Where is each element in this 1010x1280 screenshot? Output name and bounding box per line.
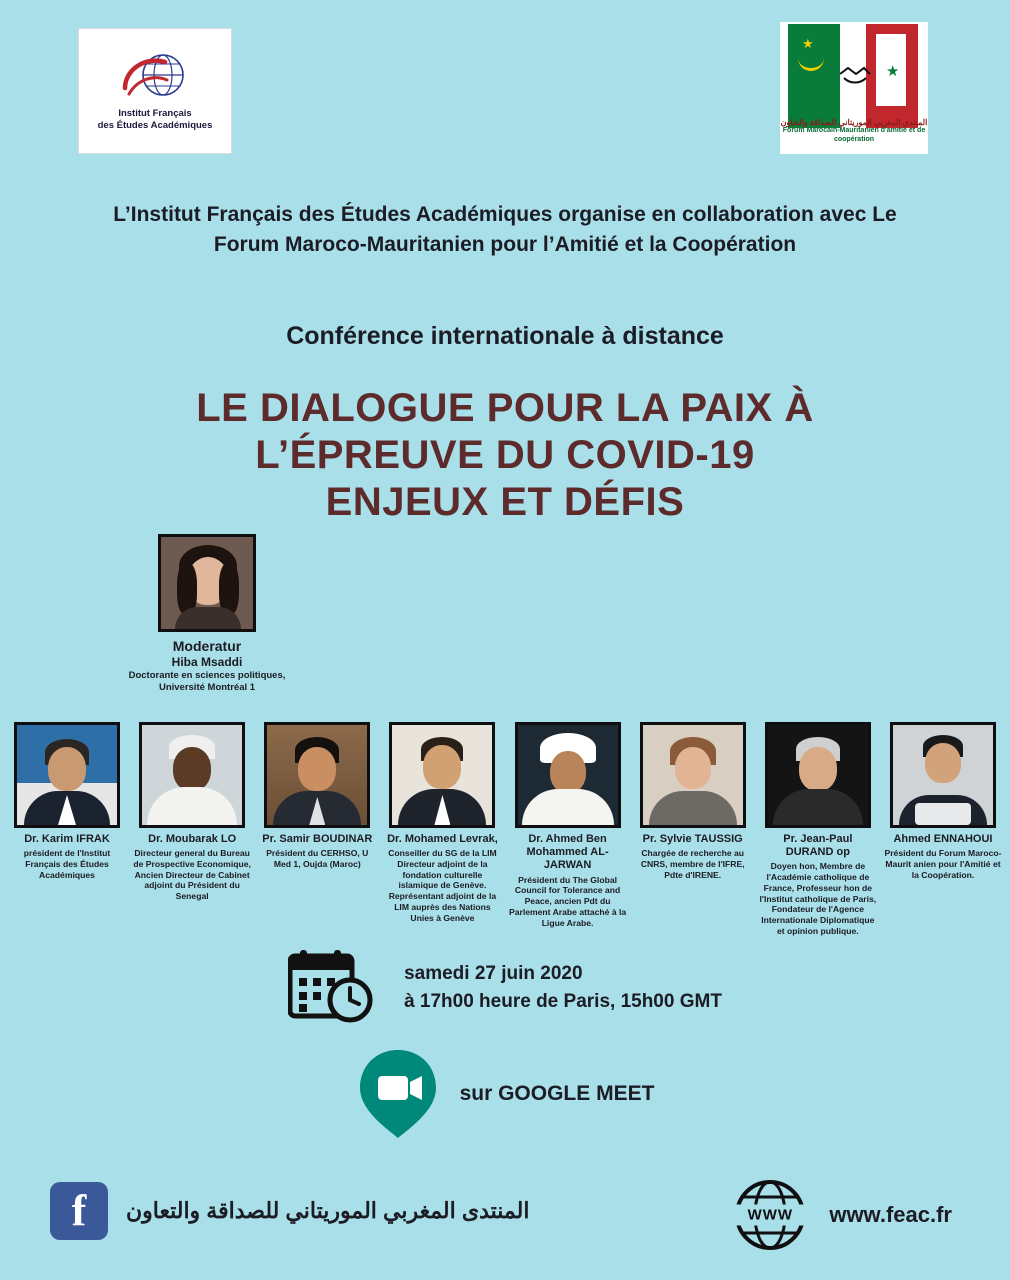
speaker-desc: Président du CERHSO, U Med 1, Oujda (Maroc) bbox=[266, 848, 369, 869]
platform-block bbox=[0, 1048, 1010, 1140]
speaker-photo bbox=[264, 722, 370, 828]
google-meet-icon bbox=[356, 1048, 440, 1140]
speaker-desc: Doyen hon, Membre de l'Académie catholique de France, Professeur hon de l'Institut catholique de Paris, Fondateur de l'Agence Internationale Diplomatique et opinion publique. bbox=[759, 861, 877, 936]
title-line-2: L’ÉPREUVE DU COVID-19 bbox=[255, 433, 755, 478]
speaker-name: Pr. Samir BOUDINAR bbox=[262, 833, 373, 845]
speaker-card bbox=[509, 722, 627, 928]
facebook-page-name: المنتدى المغربي الموريتاني للصداقة والتعاون bbox=[126, 1198, 530, 1223]
speaker-card bbox=[759, 722, 877, 937]
event-datetime bbox=[404, 960, 722, 1017]
speaker-photo bbox=[640, 722, 746, 828]
speaker-name: Ahmed ENNAHOUI bbox=[893, 833, 993, 845]
mauritania-flag-icon: ★ bbox=[788, 24, 840, 128]
speaker-desc: Directeur general du Bureau de Prospective Economique, Ancien Directeur de Cabinet adjoint du Président du Senegal bbox=[133, 848, 251, 902]
globe-icon bbox=[119, 50, 191, 104]
speaker-name: Pr. Sylvie TAUSSIG bbox=[642, 833, 743, 845]
speaker-name: Pr. Jean-Paul DURAND op bbox=[783, 833, 853, 859]
speakers-row bbox=[8, 722, 1002, 937]
speaker-card bbox=[383, 722, 501, 923]
speaker-photo bbox=[515, 722, 621, 828]
speaker-card bbox=[8, 722, 126, 880]
subtitle: Conférence internationale à distance bbox=[286, 322, 724, 350]
title-line-1: LE DIALOGUE POUR LA PAIX À bbox=[196, 386, 814, 430]
forum-maroco-mauritanien-logo bbox=[780, 22, 928, 154]
morocco-flag-icon: ★ bbox=[866, 24, 918, 128]
forum-logo-caption bbox=[780, 118, 928, 144]
platform-label: sur GOOGLE MEET bbox=[459, 1082, 655, 1105]
website-block[interactable] bbox=[733, 1178, 952, 1252]
forum-logo-caption-fr: Forum Marocain-Mauritanien d'amitié et de coopération bbox=[782, 127, 926, 143]
moderator-name: Hiba Msaddi bbox=[171, 655, 243, 669]
handshake-icon bbox=[836, 48, 874, 98]
forum-logo-caption-ar: المنتدى المغربي الموريتاني للصداقة والتعاون bbox=[780, 117, 928, 127]
intro-text: L’Institut Français des Études Académiques organise en collaboration avec Le Forum Maroco-Mauritanien pour l’Amitié et la Coopération bbox=[113, 203, 897, 256]
facebook-icon[interactable]: f bbox=[50, 1182, 108, 1240]
www-label: WWW bbox=[733, 1205, 807, 1226]
institut-logo-line1: Institut Français bbox=[118, 108, 192, 120]
speaker-name: Dr. Ahmed Ben Mohammed AL-JARWAN bbox=[526, 833, 609, 872]
speaker-card bbox=[884, 722, 1002, 880]
speaker-photo bbox=[389, 722, 495, 828]
event-time: à 17h00 heure de Paris, 15h00 GMT bbox=[404, 991, 722, 1012]
speaker-desc: Conseiller du SG de la LIM Directeur adjoint de la fondation culturelle islamique de Genève. Représentant adjoint de la LIM auprès des Nations Unies à Genève bbox=[388, 848, 497, 923]
event-date: samedi 27 juin 2020 bbox=[404, 962, 583, 984]
moderator-block bbox=[112, 534, 302, 694]
speaker-desc: Président du Forum Maroco-Maurit anien pour l'Amitié et la Coopération. bbox=[884, 848, 1002, 880]
speaker-photo bbox=[14, 722, 120, 828]
www-globe-icon bbox=[733, 1178, 807, 1252]
speaker-name: Dr. Karim IFRAK bbox=[24, 833, 110, 845]
event-date-block bbox=[0, 948, 1010, 1028]
speaker-card bbox=[258, 722, 376, 870]
moderator-desc: Doctorante en sciences politiques, Université Montréal 1 bbox=[128, 670, 286, 693]
moderator-photo bbox=[158, 534, 256, 632]
institut-logo-line2: des Études Académiques bbox=[97, 120, 213, 131]
moderator-role: Moderatur bbox=[172, 638, 242, 654]
speaker-photo bbox=[765, 722, 871, 828]
facebook-block[interactable] bbox=[50, 1182, 529, 1240]
title-line-3: ENJEUX ET DÉFIS bbox=[325, 480, 685, 525]
speaker-photo bbox=[139, 722, 245, 828]
speaker-name: Dr. Moubarak LO bbox=[148, 833, 237, 845]
speaker-name: Dr. Mohamed Levrak, bbox=[387, 833, 498, 845]
calendar-clock-icon bbox=[288, 948, 376, 1028]
speaker-desc: président de l'Institut Français des Études Académiques bbox=[23, 848, 111, 880]
speaker-card bbox=[133, 722, 251, 902]
speaker-desc: Président du The Global Council for Tolerance and Peace, ancien Pdt du Parlement Arabe attaché à la Ligue Arabe. bbox=[508, 874, 627, 928]
speaker-photo bbox=[890, 722, 996, 828]
flags-graphic bbox=[780, 22, 928, 132]
speaker-card bbox=[634, 722, 752, 880]
website-url[interactable]: www.feac.fr bbox=[829, 1202, 952, 1227]
speaker-desc: Chargée de recherche au CNRS, membre de l'IFRE, Pdte d'IRENE. bbox=[640, 848, 745, 880]
institut-francais-logo bbox=[78, 28, 232, 154]
page-title bbox=[60, 385, 950, 527]
